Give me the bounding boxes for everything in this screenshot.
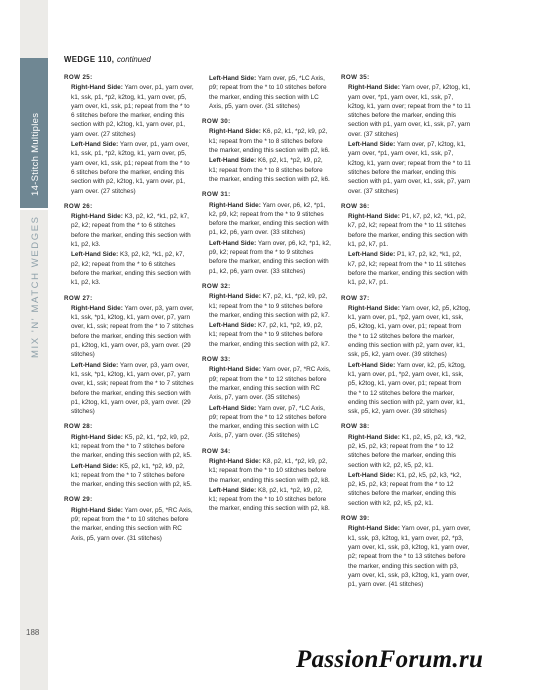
left-hand-instruction: [202, 156, 332, 184]
left-hand-label: Left-Hand Side:: [348, 361, 396, 369]
left-hand-label: Left-Hand Side:: [209, 75, 257, 82]
right-hand-label: Right-Hand Side:: [348, 525, 400, 533]
instruction-text: Yarn over, p7, *RC Axis, p9; repeat from the * to 12 stitches before the marker, ending this section with RC Axis, p7, yarn over. (35 stitches): [209, 366, 331, 402]
instruction-text: Yarn over, k2, p5, k2tog, k1, yarn over, p1, *p2, yarn over, k1, ssk, p5, k2tog, k1, yarn over, p1; repeat from the * to 12 stitches before the marker, ending this section with p2, yarn over, k1, ssk, p5, k2, yarn over. (39 stitches): [348, 304, 471, 359]
page-header: [64, 55, 151, 64]
left-hand-instruction: [341, 361, 471, 417]
right-hand-label: Right-Hand Side:: [348, 213, 400, 221]
left-hand-label: Left-Hand Side:: [71, 141, 119, 149]
left-hand-label: Left-Hand Side:: [348, 251, 396, 259]
right-hand-instruction: [64, 83, 194, 139]
right-hand-instruction: [202, 292, 332, 320]
right-hand-label: Right-Hand Side:: [209, 457, 261, 465]
left-hand-instruction: [64, 361, 194, 417]
instruction-text: Yarn over, p1, yarn over, k1, ssk, p3, k2tog, k1, yarn over, p2, *p3, yarn over, k1, ssk, p3, k2tog, k1, yarn over, p2; repeat from the * to 13 stitches before the marker, ending this section with p3, yarn over, k1, ssk, p3, k2tog, k1, yarn over, p1, yarn over. (41 stitches): [348, 525, 471, 589]
row-label: ROW 38:: [341, 423, 370, 431]
row-label: ROW 37:: [341, 294, 370, 302]
row-label: ROW 25:: [64, 74, 93, 81]
row-label: ROW 26:: [64, 202, 93, 210]
right-hand-instruction: [341, 304, 471, 360]
row-label: ROW 34:: [202, 447, 231, 455]
instruction-text: K8, p2, k1, *p2, k9, p2, k1; repeat from the * to 10 stitches before the marker, ending this section with p2, k8.: [209, 486, 330, 513]
sidebar-divider: [20, 208, 48, 210]
right-hand-label: Right-Hand Side:: [209, 293, 261, 301]
left-hand-instruction: [341, 471, 471, 508]
row-label: ROW 30:: [202, 118, 231, 126]
left-hand-label: Left-Hand Side:: [71, 251, 119, 259]
text-column-1: [64, 73, 194, 543]
text-column-2: [202, 73, 332, 514]
right-hand-label: Right-Hand Side:: [348, 433, 400, 441]
instruction-text: K7, p2, k1, *p2, k9, p2, k1; repeat from the * to 9 stitches before the marker, ending this section with p2, k7.: [209, 322, 330, 348]
right-hand-label: Right-Hand Side:: [348, 304, 400, 312]
instruction-text: K6, p2, k1, *p2, k9, p2, k1; repeat from the * to 8 stitches before the marker, ending this section with p2, k6.: [209, 157, 330, 183]
instruction-text: K5, p2, k1, *p2, k9, p2, k1; repeat from the * to 7 stitches before the marker, ending this section with p2, k5.: [71, 462, 192, 489]
row-label: ROW 35:: [341, 74, 370, 81]
instruction-text: K3, p2, k2, *k1, p2, k7, p2, k2; repeat from the * to 6 stitches before the marker, ending this section with k1, p2, k3.: [71, 251, 191, 287]
left-hand-label: Left-Hand Side:: [209, 239, 257, 247]
right-hand-instruction: [341, 83, 471, 139]
instruction-text: Yarn over, p5, *RC Axis, p9; repeat from the * to 10 stitches before the marker, ending this section with RC Axis, p5, yarn over. (31 stitches): [71, 506, 193, 542]
instruction-text: K1, p2, k5, p2, k3, *k2, p2, k5, p2, k3; repeat from the * to 12 stitches before the marker, ending this section with k2, p2, k5, p2, k1.: [348, 471, 462, 507]
row-label: ROW 32:: [202, 282, 231, 290]
instruction-text: Yarn over, p3, yarn over, k1, ssk, *p1, k2tog, k1, yarn over, p7, yarn over, k1, ssk; repeat from the * to 7 stitches before the marker, ending this section with p1, k2tog, k1, yarn over, p3, yarn over. (29 stitches): [71, 304, 194, 359]
row-label: ROW 28:: [64, 423, 93, 431]
instruction-text: Yarn over, p6, k2, *p1, k2, p9, k2; repeat from the * to 9 stitches before the marker, ending this section with p1, k2, p6, yarn over. (33 stitches): [209, 239, 331, 275]
instruction-text: Yarn over, p6, k2, *p1, k2, p9, k2; repeat from the * to 9 stitches before the marker, ending this section with p1, k2, p6, yarn over. (33 stitches): [209, 201, 329, 237]
left-hand-instruction: [202, 74, 332, 111]
instruction-text: K3, p2, k2, *k1, p2, k7, p2, k2; repeat from the * to 6 stitches before the marker, ending this section with k1, p2, k3.: [71, 213, 191, 249]
left-hand-label: Left-Hand Side:: [348, 471, 396, 479]
right-hand-label: Right-Hand Side:: [71, 433, 123, 441]
instruction-text: K6, p2, k1, *p2, k9, p2, k1; repeat from the * to 8 stitches before the marker, ending this section with p2, k6.: [209, 128, 330, 155]
right-hand-instruction: [202, 457, 332, 485]
left-hand-instruction: [202, 239, 332, 276]
right-hand-instruction: [202, 201, 332, 238]
right-hand-label: Right-Hand Side:: [348, 84, 400, 92]
left-hand-instruction: [202, 404, 332, 441]
left-hand-instruction: [64, 140, 194, 196]
sidebar-chapter-title: MIX 'N' MATCH WEDGES: [30, 215, 41, 358]
right-hand-instruction: [64, 506, 194, 543]
instruction-text: Yarn over, p1, yarn over, k1, ssk, p1, *p2, k2tog, k1, yarn over, p5, yarn over, k1, ssk, p1; repeat from the * to 6 stitches before the marker, ending this section with p2, k2tog, k1, yarn over, p1, yarn over. (27 stitches): [71, 141, 190, 195]
instruction-text: Yarn over, p5, *LC Axis, p9; repeat from the * to 10 stitches before the marker, ending this section with LC Axis, p5, yarn over. (31 stitches): [209, 75, 327, 110]
left-hand-instruction: [64, 462, 194, 490]
right-hand-label: Right-Hand Side:: [71, 304, 123, 312]
right-hand-instruction: [64, 304, 194, 360]
left-hand-label: Left-Hand Side:: [348, 141, 396, 149]
watermark: PassionForum.ru: [296, 646, 484, 673]
right-hand-label: Right-Hand Side:: [71, 213, 123, 221]
right-hand-label: Right-Hand Side:: [209, 128, 261, 136]
right-hand-instruction: [341, 212, 471, 249]
right-hand-instruction: [64, 433, 194, 461]
left-hand-instruction: [202, 321, 332, 349]
right-hand-instruction: [202, 127, 332, 155]
left-hand-instruction: [341, 140, 471, 196]
left-hand-label: Left-Hand Side:: [209, 404, 257, 412]
left-hand-label: Left-Hand Side:: [71, 361, 119, 369]
instruction-text: Yarn over, p3, yarn over, k1, ssk, *p1, k2tog, k1, yarn over, p7, yarn over, k1, ssk; repeat from the * to 7 stitches before the marker, ending this section with p1, k2tog, k1, yarn over, p3, yarn over. (29 stitches): [71, 361, 194, 416]
sidebar-section-title: 14-Stitch Multiples: [30, 112, 41, 196]
left-hand-instruction: [341, 250, 471, 287]
row-label: ROW 27:: [64, 294, 93, 302]
header-title: WEDGE 110,: [64, 55, 115, 64]
right-hand-instruction: [341, 433, 471, 470]
instruction-text: P1, k7, p2, k2, *k1, p2, k7, p2, k2; repeat from the * to 11 stitches before the marker, ending this section with k1, p2, k7, p1.: [348, 213, 468, 249]
row-label: ROW 39:: [341, 515, 370, 523]
row-label: ROW 29:: [64, 496, 93, 504]
page-number: 188: [26, 628, 40, 637]
left-hand-instruction: [64, 250, 194, 287]
right-hand-instruction: [64, 212, 194, 249]
row-label: ROW 36:: [341, 202, 370, 210]
instruction-text: P1, k7, p2, k2, *k1, p2, k7, p2, k2; repeat from the * to 11 stitches before the marker, ending this section with k1, p2, k7, p1.: [348, 251, 468, 287]
row-label: ROW 31:: [202, 191, 231, 199]
right-hand-label: Right-Hand Side:: [71, 506, 123, 514]
instruction-text: Yarn over, p7, *LC Axis, p9; repeat from the * to 12 stitches before the marker, ending this section with LC Axis, p7, yarn over. (35 stitches): [209, 404, 327, 440]
left-hand-instruction: [202, 486, 332, 514]
left-hand-label: Left-Hand Side:: [209, 486, 257, 494]
right-hand-instruction: [202, 365, 332, 402]
instruction-text: K8, p2, k1, *p2, k9, p2, k1; repeat from the * to 10 stitches before the marker, ending this section with p2, k8.: [209, 457, 330, 484]
instruction-text: Yarn over, p1, yarn over, k1, ssk, p1, *p2, k2tog, k1, yarn over, p5, yarn over, k1, ssk, p1; repeat from the * to 6 stitches before the marker, ending this section with p2, k2tog, k1, yarn over, p1, yarn over. (27 stitches): [71, 84, 194, 138]
instruction-text: K5, p2, k1, *p2, k9, p2, k1; repeat from the * to 7 stitches before the marker, ending this section with p2, k5.: [71, 433, 192, 460]
right-hand-label: Right-Hand Side:: [209, 201, 261, 209]
instruction-text: K7, p2, k1, *p2, k9, p2, k1; repeat from the * to 9 stitches before the marker, ending this section with p2, k7.: [209, 293, 330, 319]
left-hand-label: Left-Hand Side:: [209, 322, 257, 330]
instruction-text: Yarn over, k2, p5, k2tog, k1, yarn over, p1, *p2, yarn over, k1, ssk, p5, k2tog, k1, yarn over, p1; repeat from the * to 12 stitches before the marker, ending this section with p2, yarn over, k1, ssk, p5, k2, yarn over. (39 stitches): [348, 361, 466, 416]
instruction-text: Yarn over, p7, k2tog, k1, yarn over, *p1, yarn over, k1, ssk, p7, k2tog, k1, yarn over; repeat from the * to 11 stitches before the marker, ending this section with p1, yarn over, k1, ssk, p7, yarn over. (37 stitches): [348, 141, 471, 195]
left-hand-label: Left-Hand Side:: [71, 462, 119, 470]
row-label: ROW 33:: [202, 356, 231, 364]
left-hand-label: Left-Hand Side:: [209, 157, 257, 165]
right-hand-label: Right-Hand Side:: [209, 366, 261, 374]
header-continued: continued: [116, 55, 151, 64]
instruction-text: Yarn over, p7, k2tog, k1, yarn over, *p1, yarn over, k1, ssk, p7, k2tog, k1, yarn over; repeat from the * to 11 stitches before the marker, ending this section with p1, yarn over, k1, ssk, p7, yarn over. (37 stitches): [348, 84, 471, 138]
right-hand-label: Right-Hand Side:: [71, 84, 123, 92]
instruction-text: K1, p2, k5, p2, k3, *k2, p2, k5, p2, k3; repeat from the * to 12 stitches before the marker, ending this section with k2, p2, k5, p2, k1.: [348, 433, 466, 469]
right-hand-instruction: [341, 524, 471, 589]
text-column-3: [341, 73, 471, 589]
